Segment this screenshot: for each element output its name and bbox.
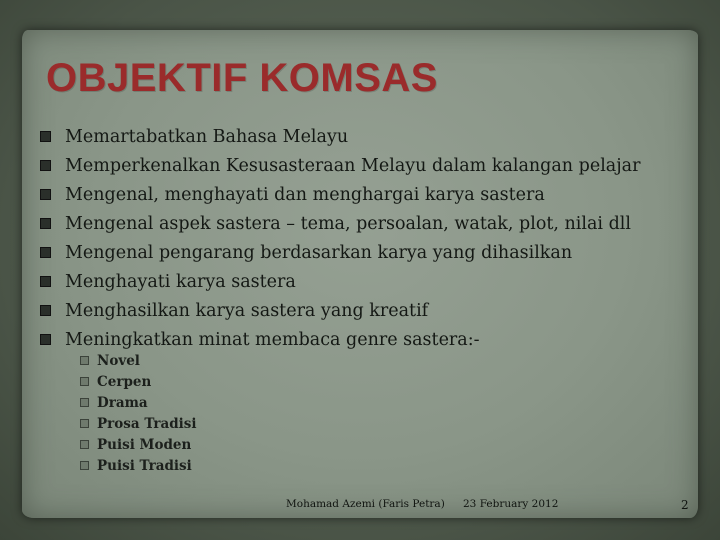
sub-list-item-text: Novel <box>97 352 140 369</box>
square-bullet-icon <box>40 334 51 345</box>
square-bullet-icon <box>40 305 51 316</box>
list-item-text: Meningkatkan minat membaca genre sastera:- <box>65 329 480 350</box>
list-item-text: Menghayati karya sastera <box>65 271 296 292</box>
square-bullet-icon <box>40 160 51 171</box>
square-bullet-icon <box>80 461 89 470</box>
list-item-text: Mengenal, menghayati dan menghargai karya sastera <box>65 184 545 205</box>
sub-list-item <box>80 455 197 476</box>
square-bullet-icon <box>80 419 89 428</box>
sub-list-item-text: Cerpen <box>97 373 152 390</box>
square-bullet-icon <box>80 398 89 407</box>
sub-list-item-text: Puisi Tradisi <box>97 457 192 474</box>
list-item <box>40 209 640 238</box>
page-number: 2 <box>681 498 689 512</box>
square-bullet-icon <box>40 189 51 200</box>
square-bullet-icon <box>40 131 51 142</box>
list-item-text: Menghasilkan karya sastera yang kreatif <box>65 300 429 321</box>
square-bullet-icon <box>80 440 89 449</box>
square-bullet-icon <box>40 247 51 258</box>
list-item-text: Mengenal pengarang berdasarkan karya yang dihasilkan <box>65 242 573 263</box>
sub-list-item <box>80 434 197 455</box>
square-bullet-icon <box>80 377 89 386</box>
genre-sublist <box>80 350 197 476</box>
square-bullet-icon <box>40 218 51 229</box>
sub-list-item <box>80 413 197 434</box>
list-item <box>40 122 640 151</box>
list-item <box>40 267 640 296</box>
list-item-text: Memperkenalkan Kesusasteraan Melayu dalam kalangan pelajar <box>65 155 641 176</box>
objective-list <box>40 122 640 354</box>
list-item <box>40 151 640 180</box>
sub-list-item <box>80 371 197 392</box>
footer-author: Mohamad Azemi (Faris Petra) <box>286 498 445 510</box>
sub-list-item-text: Prosa Tradisi <box>97 415 197 432</box>
list-item <box>40 180 640 209</box>
sub-list-item-text: Puisi Moden <box>97 436 192 453</box>
list-item-text: Mengenal aspek sastera – tema, persoalan, watak, plot, nilai dll <box>65 213 631 234</box>
footer-date: 23 February 2012 <box>463 498 559 510</box>
square-bullet-icon <box>40 276 51 287</box>
list-item <box>40 296 640 325</box>
list-item-text: Memartabatkan Bahasa Melayu <box>65 126 349 147</box>
sub-list-item-text: Drama <box>97 394 148 411</box>
sub-list-item <box>80 350 197 371</box>
square-bullet-icon <box>80 356 89 365</box>
sub-list-item <box>80 392 197 413</box>
list-item <box>40 238 640 267</box>
slide-title: OBJEKTIF KOMSAS <box>46 56 438 100</box>
